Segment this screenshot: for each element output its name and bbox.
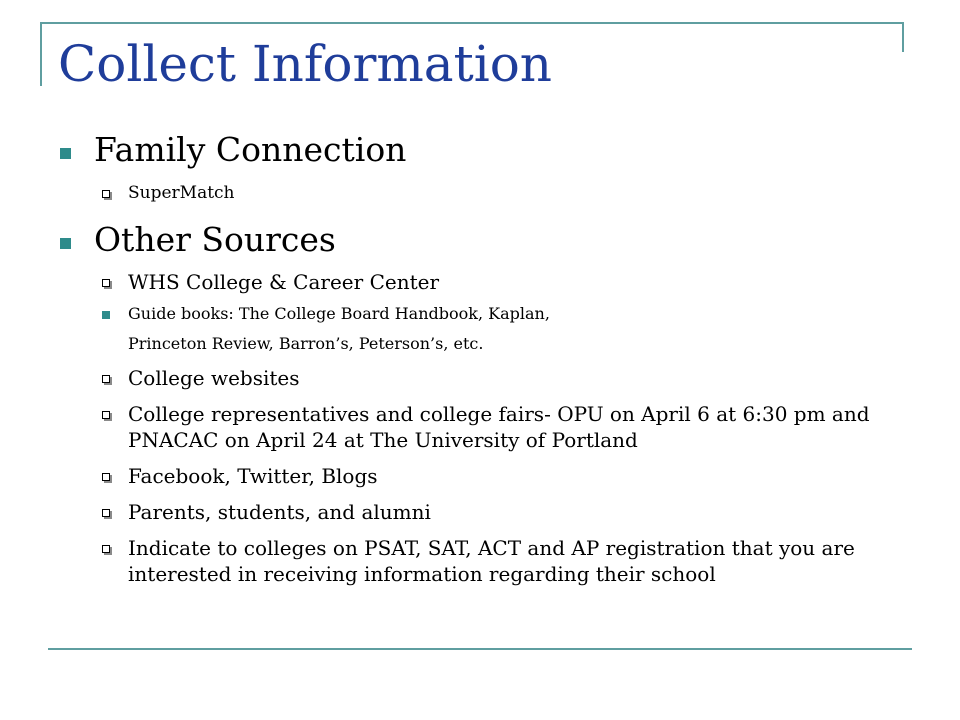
hollow-square-bullet-icon <box>102 190 110 198</box>
frame-left-line <box>40 22 42 86</box>
list-item-text: Parents, students, and alumni <box>128 500 431 525</box>
square-bullet-icon <box>60 238 71 249</box>
hollow-square-bullet-icon <box>102 279 110 287</box>
frame-top-line <box>40 22 904 24</box>
hollow-square-bullet-icon <box>102 411 110 419</box>
list-item-supermatch <box>58 180 918 206</box>
frame-bottom-line <box>48 648 912 650</box>
list-item-text: College representatives and college fairs- OPU on April 6 at 6:30 pm and PNACAC on April 24 at The University of Portland <box>128 402 870 453</box>
hollow-square-bullet-icon <box>102 509 110 517</box>
frame-right-line <box>902 22 904 52</box>
list-item-social-media <box>58 463 918 489</box>
list-item-text: College websites <box>128 366 300 391</box>
list-item-college-fairs <box>58 401 918 453</box>
list-item-text: WHS College & Career Center <box>128 270 440 295</box>
list-item-college-websites <box>58 365 918 391</box>
sub-item-line-1: Guide books: The College Board Handbook, Kaplan, <box>128 304 550 324</box>
sub-item-line-2: Princeton Review, Barron’s, Peterson’s, etc. <box>128 334 484 354</box>
section-heading: Other Sources <box>94 219 336 259</box>
list-item-registration <box>58 535 918 587</box>
list-item-text: SuperMatch <box>128 182 235 203</box>
slide-content <box>58 130 918 587</box>
square-bullet-icon <box>60 148 71 159</box>
hollow-square-bullet-icon <box>102 375 110 383</box>
list-item-people <box>58 499 918 525</box>
slide-title: Collect Information <box>58 35 552 93</box>
sub-item-guide-books <box>58 299 918 359</box>
list-item-text: Indicate to colleges on PSAT, SAT, ACT and AP registration that you are interested in receiving information regarding their school <box>128 536 855 587</box>
section-other-sources <box>58 220 918 260</box>
list-item-whs-center <box>58 269 918 295</box>
hollow-square-bullet-icon <box>102 545 110 553</box>
hollow-square-bullet-icon <box>102 473 110 481</box>
list-item-text: Facebook, Twitter, Blogs <box>128 464 378 489</box>
section-family-connection <box>58 130 918 170</box>
square-bullet-icon <box>102 311 110 319</box>
section-heading: Family Connection <box>94 130 407 169</box>
